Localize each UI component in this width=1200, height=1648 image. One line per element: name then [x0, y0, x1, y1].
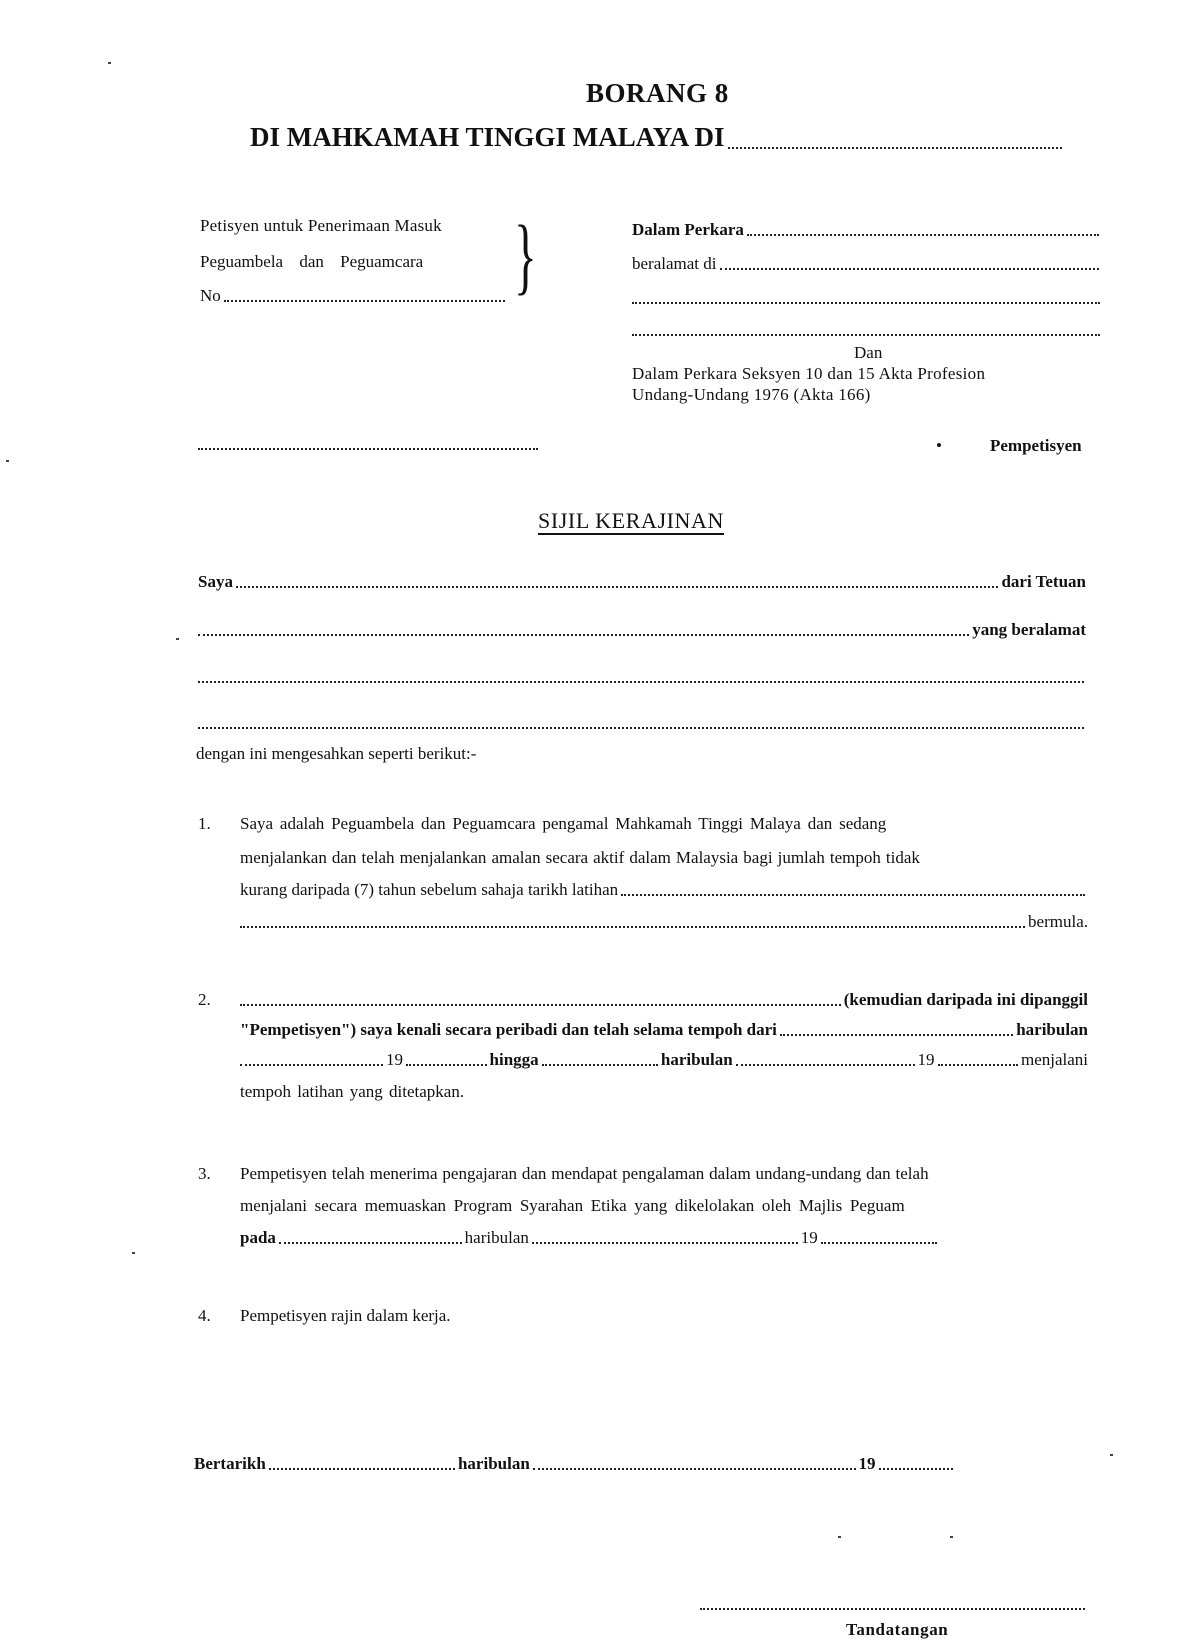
item-3-19: 19: [800, 1228, 818, 1247]
petitioner-bullet: •: [936, 436, 942, 455]
declarant-address-line-1[interactable]: [198, 681, 1084, 683]
ethics-year-field[interactable]: [821, 1242, 937, 1244]
period-from-day-field[interactable]: [780, 1034, 1013, 1036]
declarant-address-line-2[interactable]: [198, 727, 1084, 729]
bertarikh-label: Bertarikh: [194, 1454, 266, 1473]
item-2-line-2: "Pempetisyen") saya kenali secara peribadi dan telah selama tempoh dari: [240, 1020, 777, 1039]
beralamat-label: beralamat di: [632, 254, 717, 273]
scan-speck: [950, 1536, 953, 1538]
item-1-row-4: [240, 912, 1088, 932]
dalam-perkara-label: Dalam Perkara: [632, 220, 744, 239]
item-2-line-4: tempoh latihan yang ditetapkan.: [240, 1082, 465, 1101]
period-to-day-field[interactable]: [542, 1064, 658, 1066]
item-4-number: 4.: [198, 1306, 211, 1325]
item-2-19-b: 19: [917, 1050, 935, 1069]
item-2-row-3: [240, 1050, 1088, 1070]
dated-year-field[interactable]: [879, 1468, 953, 1470]
court-title-text: DI MAHKAMAH TINGGI MALAYA DI: [250, 122, 725, 152]
yang-beralamat-label: yang beralamat: [972, 620, 1086, 639]
signature-label: Tandatangan: [846, 1620, 949, 1639]
scan-speck: [6, 460, 9, 462]
footer-haribulan-label: haribulan: [457, 1454, 530, 1473]
petition-number-field[interactable]: [224, 300, 505, 302]
item-1-line-1: Saya adalah Peguambela dan Peguamcara pengamal Mahkamah Tinggi Malaya dan sedang: [240, 814, 887, 833]
confirm-text: dengan ini mengesahkan seperti berikut:-: [196, 744, 477, 763]
dari-tetuan-label: dari Tetuan: [1001, 572, 1086, 591]
scan-speck: [132, 1252, 135, 1254]
item-2-haribulan-2: haribulan: [660, 1050, 733, 1069]
petitioner-label: Pempetisyen: [990, 436, 1082, 455]
item-1-line-2: menjalankan dan telah menjalankan amalan secara aktif dalam Malaysia bagi jumlah tempoh tidak: [240, 848, 920, 867]
dalam-perkara-field[interactable]: [747, 234, 1099, 236]
bracket-brace: }: [514, 207, 537, 303]
section-line-2: Undang-Undang 1976 (Akta 166): [632, 385, 871, 404]
training-start-date-field-cont[interactable]: [240, 926, 1025, 928]
item-2-menjalani: menjalani: [1020, 1050, 1089, 1069]
beralamat-field[interactable]: [720, 268, 1100, 270]
ethics-day-field[interactable]: [279, 1242, 462, 1244]
declarant-name-field[interactable]: [236, 586, 998, 588]
item-2-hingga: hingga: [489, 1050, 539, 1069]
section-line-1: Dalam Perkara Seksyen 10 dan 15 Akta Profesion: [632, 364, 986, 383]
item-3-row-3: [240, 1228, 940, 1248]
item-1-row-3: [240, 880, 1088, 900]
address-line-3[interactable]: [632, 334, 1100, 336]
address-line-2[interactable]: [632, 302, 1100, 304]
petitioner-name-field[interactable]: [198, 448, 538, 450]
dalam-perkara-row: [632, 220, 1102, 240]
firm-name-field[interactable]: [198, 634, 969, 636]
item-2-haribulan-1: haribulan: [1016, 1020, 1088, 1039]
dated-row: [194, 1454, 956, 1474]
dan-label: Dan: [854, 343, 883, 362]
saya-row: [198, 572, 1086, 592]
petition-number-row: [200, 286, 508, 306]
item-2-line-1-end: (kemudian daripada ini dipanggil: [843, 990, 1088, 1009]
ethics-month-field[interactable]: [532, 1242, 798, 1244]
petition-number-label: No: [200, 286, 221, 305]
item-3-number: 3.: [198, 1164, 211, 1183]
certificate-title: SIJIL KERAJINAN: [538, 508, 725, 533]
item-2-row-2: [240, 1020, 1088, 1040]
scan-speck: [176, 638, 179, 640]
item-3-line-2: menjalani secara memuaskan Program Syarahan Etika yang dikelolakan oleh Majlis Peguam: [240, 1196, 905, 1215]
item-2-row-1: [240, 990, 1088, 1010]
training-start-date-field[interactable]: [621, 894, 1085, 896]
period-to-month-field[interactable]: [736, 1064, 915, 1066]
period-to-year-field[interactable]: [938, 1064, 1018, 1066]
pupil-name-field[interactable]: [240, 1004, 841, 1006]
item-3-haribulan: haribulan: [464, 1228, 529, 1247]
court-location-field[interactable]: [728, 147, 1062, 149]
saya-label: Saya: [198, 572, 233, 591]
scan-speck: [1110, 1454, 1113, 1456]
form-title: BORANG 8: [586, 78, 729, 108]
scan-speck: [838, 1536, 841, 1538]
period-from-year-field[interactable]: [406, 1064, 486, 1066]
item-3-line-1: Pempetisyen telah menerima pengajaran dan mendapat pengalaman dalam undang-undang dan telah: [240, 1164, 929, 1183]
item-2-19-a: 19: [386, 1050, 404, 1069]
item-2-number: 2.: [198, 990, 211, 1009]
item-1-line-3: kurang daripada (7) tahun sebelum sahaja tarikh latihan: [240, 880, 619, 899]
footer-year-label: 19: [858, 1454, 876, 1473]
firm-row: [198, 620, 1086, 640]
dated-month-field[interactable]: [533, 1468, 856, 1470]
petition-line-2: Peguambela dan Peguamcara: [200, 252, 424, 271]
signature-field[interactable]: [700, 1608, 1085, 1610]
item-1-bermula: bermula.: [1028, 912, 1088, 931]
scan-speck: [108, 62, 111, 64]
dated-day-field[interactable]: [269, 1468, 455, 1470]
beralamat-row: [632, 254, 1102, 274]
item-4-line-1: Pempetisyen rajin dalam kerja.: [240, 1306, 451, 1325]
petition-line-1: Petisyen untuk Penerimaan Masuk: [200, 216, 442, 235]
court-title: [250, 122, 1065, 153]
period-from-month-field[interactable]: [240, 1064, 383, 1066]
item-3-pada: pada: [240, 1228, 276, 1247]
item-1-number: 1.: [198, 814, 211, 833]
